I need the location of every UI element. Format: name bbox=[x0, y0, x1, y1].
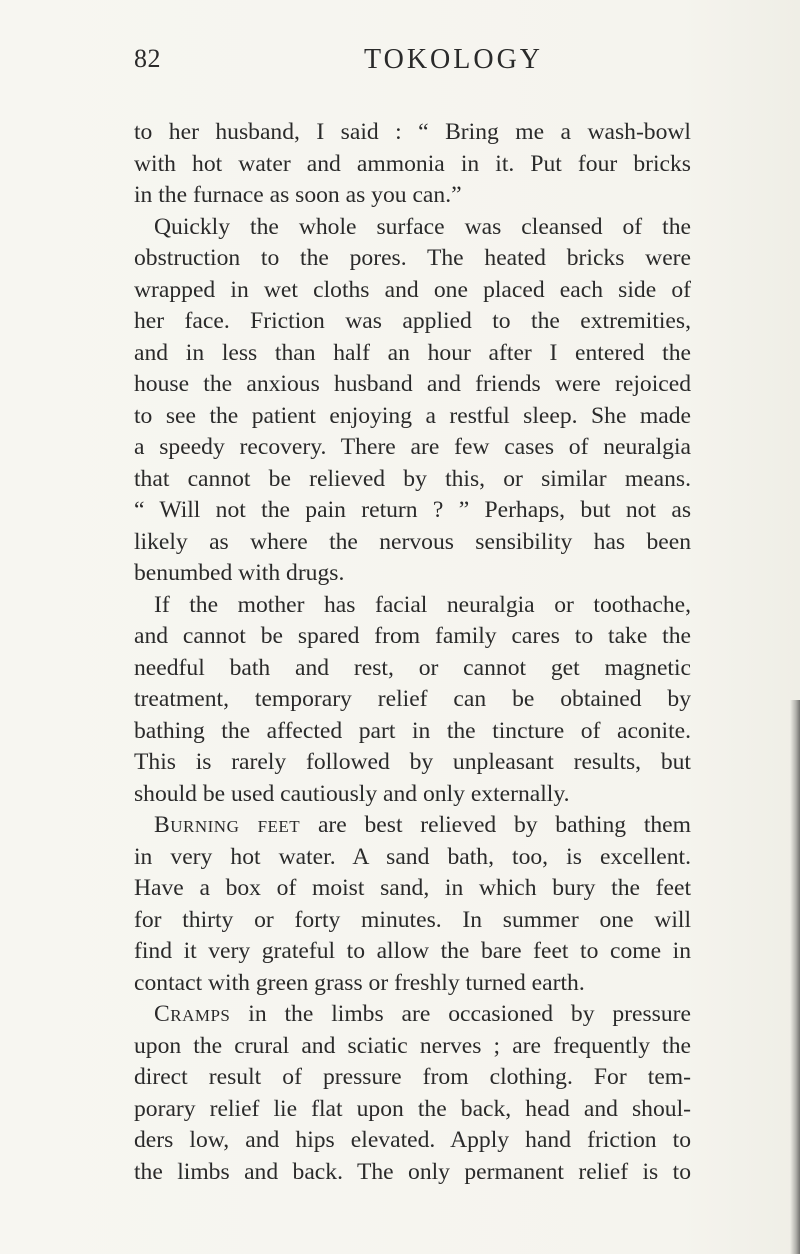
text-line: and cannot be spared from family cares to take the bbox=[134, 623, 691, 649]
paragraph-start-line bbox=[134, 999, 691, 1031]
running-title: TOKOLOGY bbox=[364, 44, 544, 75]
section-lead-cramps: Cramps bbox=[154, 1001, 231, 1027]
text-line: the limbs and back. The only permanent relief is to bbox=[134, 1158, 691, 1185]
paragraph-start-line bbox=[134, 810, 691, 842]
text-line: that cannot be relieved by this, or similar means. bbox=[134, 465, 691, 492]
text-line: benumbed with drugs. bbox=[134, 560, 345, 586]
text-line: wrapped in wet cloths and one placed each side of bbox=[134, 276, 691, 303]
text-line: and in less than half an hour after I entered the bbox=[134, 339, 691, 366]
text-line: to her husband, I said : “ Bring me a wash-bowl bbox=[134, 119, 691, 145]
page-edge-shadow bbox=[790, 700, 800, 1254]
text-line: contact with green grass or freshly turned earth. bbox=[134, 969, 585, 996]
text-line: This is rarely followed by unpleasant results, but bbox=[134, 749, 691, 775]
text-line: direct result of pressure from clothing. For tem- bbox=[134, 1064, 691, 1090]
text-line: in the furnace as soon as you can.” bbox=[134, 182, 462, 208]
text-line: Have a box of moist sand, in which bury the feet bbox=[134, 875, 691, 901]
text-line: needful bath and rest, or cannot get magnetic bbox=[134, 654, 691, 681]
line-continuation: in the limbs are occasioned by pressure bbox=[230, 1001, 691, 1027]
running-head bbox=[134, 44, 694, 84]
text-line: porary relief lie flat upon the back, head and shoul- bbox=[134, 1095, 691, 1122]
body-text bbox=[134, 117, 691, 1188]
text-line: her face. Friction was applied to the extremities, bbox=[134, 308, 691, 334]
text-line: obstruction to the pores. The heated bricks were bbox=[134, 245, 691, 271]
page-number: 82 bbox=[134, 44, 161, 73]
text-line: for thirty or forty minutes. In summer one will bbox=[134, 906, 691, 933]
text-line: to see the patient enjoying a restful sleep. She made bbox=[134, 402, 691, 429]
text-line: should be used cautiously and only externally. bbox=[134, 780, 570, 807]
text-line: treatment, temporary relief can be obtained by bbox=[134, 686, 691, 712]
paragraph-start-line: Quickly the whole surface was cleansed of the bbox=[154, 213, 691, 240]
text-line: find it very grateful to allow the bare feet to come in bbox=[134, 938, 691, 964]
text-line: with hot water and ammonia in it. Put four bricks bbox=[134, 150, 691, 177]
text-line: a speedy recovery. There are few cases of neuralgia bbox=[134, 434, 691, 460]
paragraph-start-line: If the mother has facial neuralgia or toothache, bbox=[154, 591, 691, 618]
text-line: likely as where the nervous sensibility has been bbox=[134, 528, 691, 555]
text-line: house the anxious husband and friends were rejoiced bbox=[134, 371, 691, 397]
text-line: ders low, and hips elevated. Apply hand friction to bbox=[134, 1127, 691, 1153]
text-line: in very hot water. A sand bath, too, is excellent. bbox=[134, 843, 691, 870]
line-continuation: are best relieved by bathing them bbox=[300, 812, 691, 838]
text-line: “ Will not the pain return ? ” Perhaps, but not as bbox=[134, 497, 691, 523]
section-lead-burning-feet: Burning feet bbox=[154, 812, 301, 838]
text-line: bathing the affected part in the tincture of aconite. bbox=[134, 717, 691, 744]
text-line: upon the crural and sciatic nerves ; are frequently the bbox=[134, 1032, 691, 1059]
